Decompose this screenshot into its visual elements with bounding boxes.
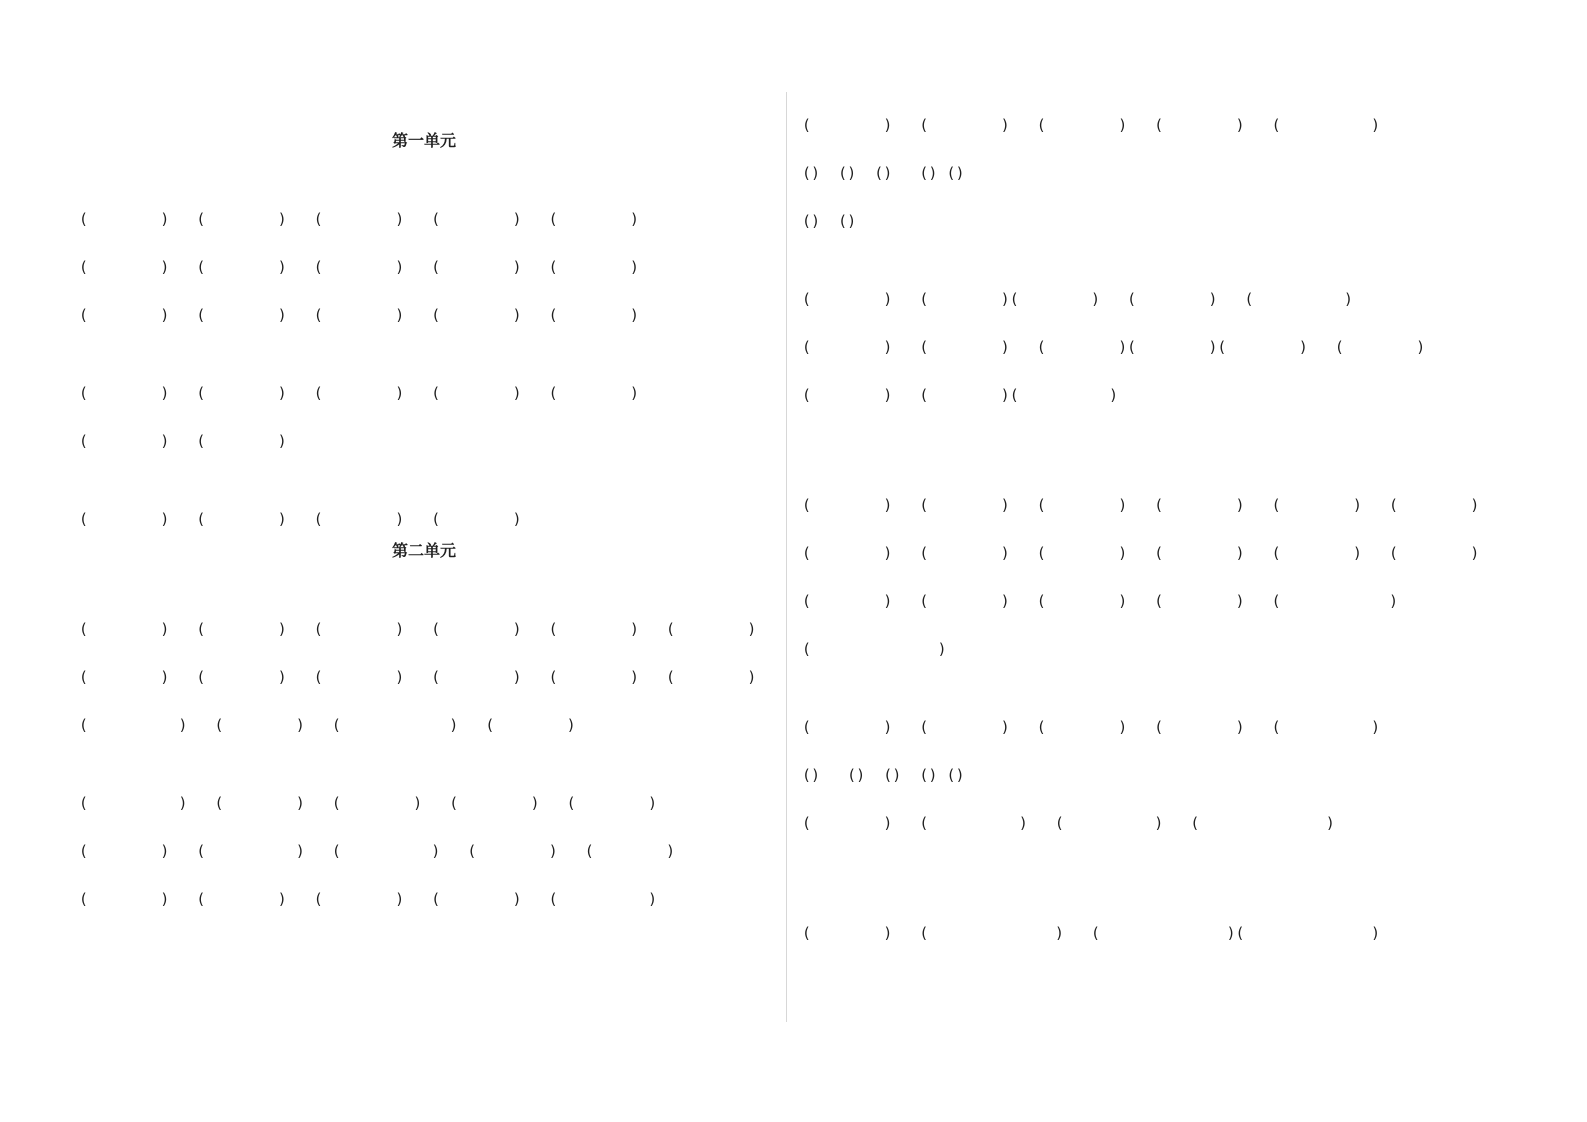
lesson-1-pinyin-row-2	[79, 234, 769, 256]
lesson-7-pinyin-row-2	[802, 140, 1492, 162]
lesson-7-heading	[79, 918, 769, 940]
lesson-5-pinyin-row-2	[79, 644, 769, 666]
lesson-2-heading	[79, 334, 769, 356]
lesson-9-answer-row-2: ( ) ( ) ( ) ( ) ( ) ( )	[802, 544, 1480, 562]
lesson-9-pinyin-row-3	[802, 568, 1492, 590]
lesson-8-heading	[802, 240, 1492, 262]
column-divider	[786, 92, 787, 1022]
lesson-1-answer-row-3: ( ) ( ) ( ) ( ) ( )	[79, 306, 639, 324]
lesson-7-pinyin-row-3	[802, 188, 1492, 210]
lesson-8-answer-row-3: ( ) ( )( )	[802, 386, 1119, 404]
right-column	[802, 92, 1492, 1052]
lesson-1-answer-row-2: ( ) ( ) ( ) ( ) ( )	[79, 258, 639, 276]
lesson-2-answer-row-2: ( ) ( )	[79, 432, 287, 450]
lesson-5-answer-row-2: ( ) ( ) ( ) ( ) ( ) ( )	[79, 668, 757, 686]
lesson-2-answer-row-1: ( ) ( ) ( ) ( ) ( )	[79, 384, 639, 402]
lesson-9-answer-row-3: ( ) ( ) ( ) ( ) ( )	[802, 592, 1399, 610]
lesson-6-pinyin-row-3	[79, 866, 769, 888]
lesson-5-heading	[79, 570, 769, 592]
lesson-1-pinyin-row-3	[79, 282, 769, 304]
unit-one-heading: 第一单元	[391, 131, 456, 150]
lesson-10-answer-row-2: () () () () ()	[802, 766, 965, 784]
lesson-6-answer-row-1: ( ) ( ) ( ) ( ) ( )	[79, 794, 657, 812]
unit-four-heading	[802, 844, 1492, 866]
lesson-5-answer-row-3: ( ) ( ) ( ) ( )	[79, 716, 576, 734]
lesson-14-pinyin-row-1	[802, 900, 1492, 922]
lesson-7-answer-row-3: () ()	[802, 212, 857, 230]
lesson-7-answer-row-1: ( ) ( ) ( ) ( ) ( )	[802, 116, 1380, 134]
lesson-1-answer-row-1: ( ) ( ) ( ) ( ) ( )	[79, 210, 639, 228]
lesson-14-heading	[802, 874, 1492, 896]
lesson-9-answer-row-1: ( ) ( ) ( ) ( ) ( ) ( )	[802, 496, 1480, 514]
lesson-10-answer-row-3: ( ) ( ) ( ) ( )	[802, 814, 1335, 832]
lesson-5-pinyin-row-1	[79, 596, 769, 618]
lesson-2-pinyin-row-1	[79, 360, 769, 382]
left-column	[79, 92, 769, 1052]
lesson-9-pinyin-row-1	[802, 472, 1492, 494]
lesson-9-answer-row-4: ( )	[802, 640, 947, 658]
lesson-10-heading	[802, 668, 1492, 690]
lesson-10-pinyin-row-1	[802, 694, 1492, 716]
lesson-1-pinyin-row-1	[79, 186, 769, 208]
lesson-6-answer-row-2: ( ) ( ) ( ) ( ) ( )	[79, 842, 676, 860]
lesson-10-pinyin-row-3	[802, 790, 1492, 812]
lesson-8-pinyin-row-3	[802, 362, 1492, 384]
lesson-5-answer-row-1: ( ) ( ) ( ) ( ) ( ) ( )	[79, 620, 757, 638]
lesson-8-answer-row-2: ( ) ( ) ( )( )( ) ( )	[802, 338, 1426, 356]
lesson-6-pinyin-row-1	[79, 770, 769, 792]
unit-two-heading: 第二单元	[391, 541, 456, 560]
lesson-9-pinyin-row-2	[802, 520, 1492, 542]
lesson-5-pinyin-row-3	[79, 692, 769, 714]
lesson-10-pinyin-row-2	[802, 742, 1492, 764]
lesson-7-answer-row-2: () () () () ()	[802, 164, 965, 182]
lesson-6-heading	[79, 744, 769, 766]
lesson-10-answer-row-1: ( ) ( ) ( ) ( ) ( )	[802, 718, 1380, 736]
unit-three-heading	[802, 416, 1492, 438]
lesson-8-pinyin-row-1	[802, 266, 1492, 288]
lesson-8-answer-row-1: ( ) ( )( ) ( ) ( )	[802, 290, 1353, 308]
lesson-8-pinyin-row-2	[802, 314, 1492, 336]
lesson-9-pinyin-row-4	[802, 616, 1492, 638]
lesson-9-heading	[802, 446, 1492, 468]
lesson-7-pinyin-row-1	[802, 92, 1492, 114]
lesson-3-pinyin-row-1	[79, 486, 769, 508]
lesson-3-heading	[79, 460, 769, 482]
document-title	[79, 92, 769, 116]
lesson-3-answer-row-1: ( ) ( ) ( ) ( )	[79, 510, 522, 528]
lesson-2-pinyin-row-2	[79, 408, 769, 430]
lesson-6-pinyin-row-2	[79, 818, 769, 840]
lesson-6-answer-row-3: ( ) ( ) ( ) ( ) ( )	[79, 890, 657, 908]
lesson-1-heading	[79, 160, 769, 182]
lesson-14-answer-row-1: ( ) ( ) ( )( )	[802, 924, 1380, 942]
